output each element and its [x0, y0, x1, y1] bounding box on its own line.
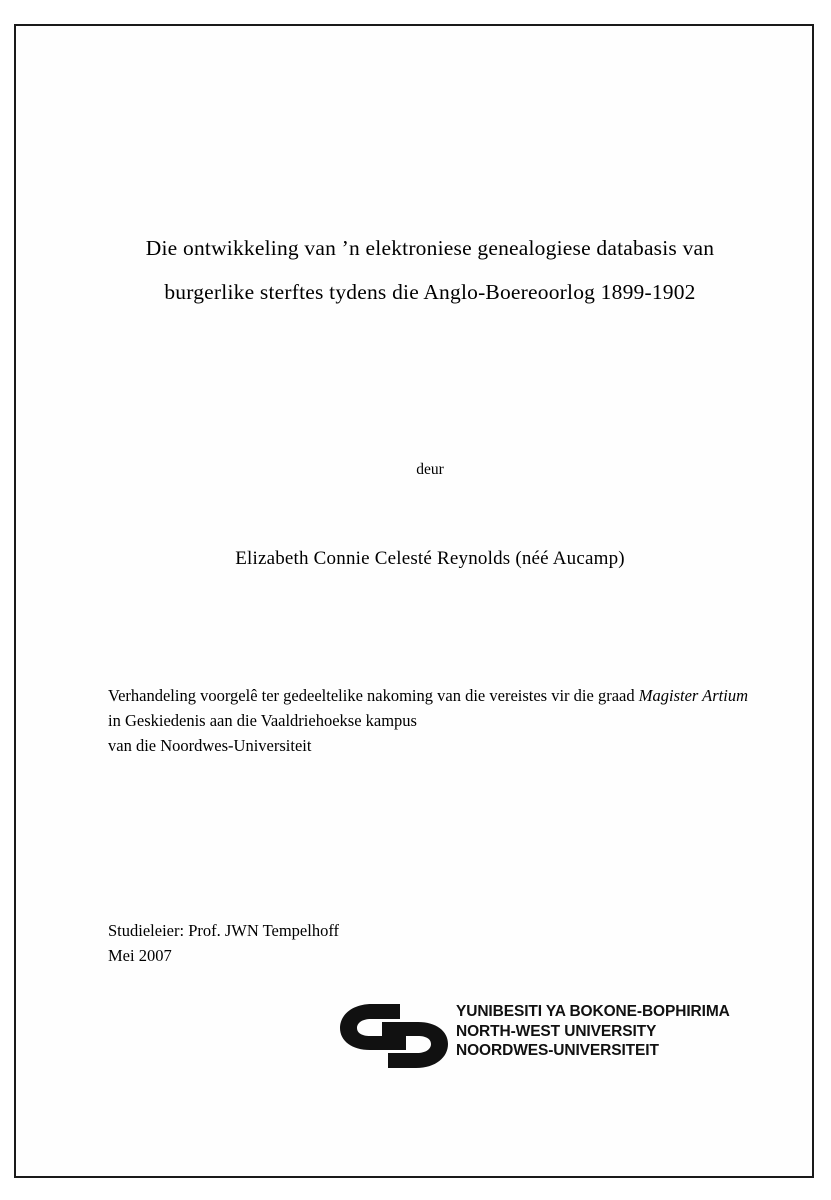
degree-statement-part3: van die Noordwes-Universiteit — [108, 736, 312, 755]
nwu-logo-icon — [338, 1002, 450, 1070]
university-logo — [338, 998, 730, 1074]
page-content — [106, 86, 754, 1126]
date-line: Mei 2007 — [108, 946, 172, 965]
title-line-1: Die ontwikkeling van ’n elektroniese genealogiese databasis van — [145, 236, 715, 260]
logo-line-3: NOORDWES-UNIVERSITEIT — [456, 1042, 659, 1059]
supervisor-block — [108, 918, 339, 968]
degree-statement-part2: in Geskiedenis aan die Vaaldriehoekse kampus — [108, 711, 417, 730]
degree-name: Magister Artium — [638, 686, 748, 705]
page-title — [106, 226, 754, 314]
byline-label: deur — [416, 461, 444, 478]
page-border — [14, 24, 814, 1178]
author-name: Elizabeth Connie Celesté Reynolds (néé Aucamp) — [235, 548, 625, 569]
degree-statement-part1: Verhandeling voorgelê ter gedeeltelike nakoming van die vereistes vir die graad — [108, 686, 639, 705]
degree-statement — [108, 683, 748, 758]
logo-text — [456, 1002, 730, 1061]
title-line-2: burgerlike sterftes tydens die Anglo-Boereoorlog 1899-1902 — [164, 280, 696, 304]
logo-line-2: NORTH-WEST UNIVERSITY — [456, 1022, 657, 1040]
supervisor-line: Studieleier: Prof. JWN Tempelhoff — [108, 921, 340, 940]
logo-line-1: YUNIBESITI YA BOKONE-BOPHIRIMA — [456, 1003, 730, 1020]
